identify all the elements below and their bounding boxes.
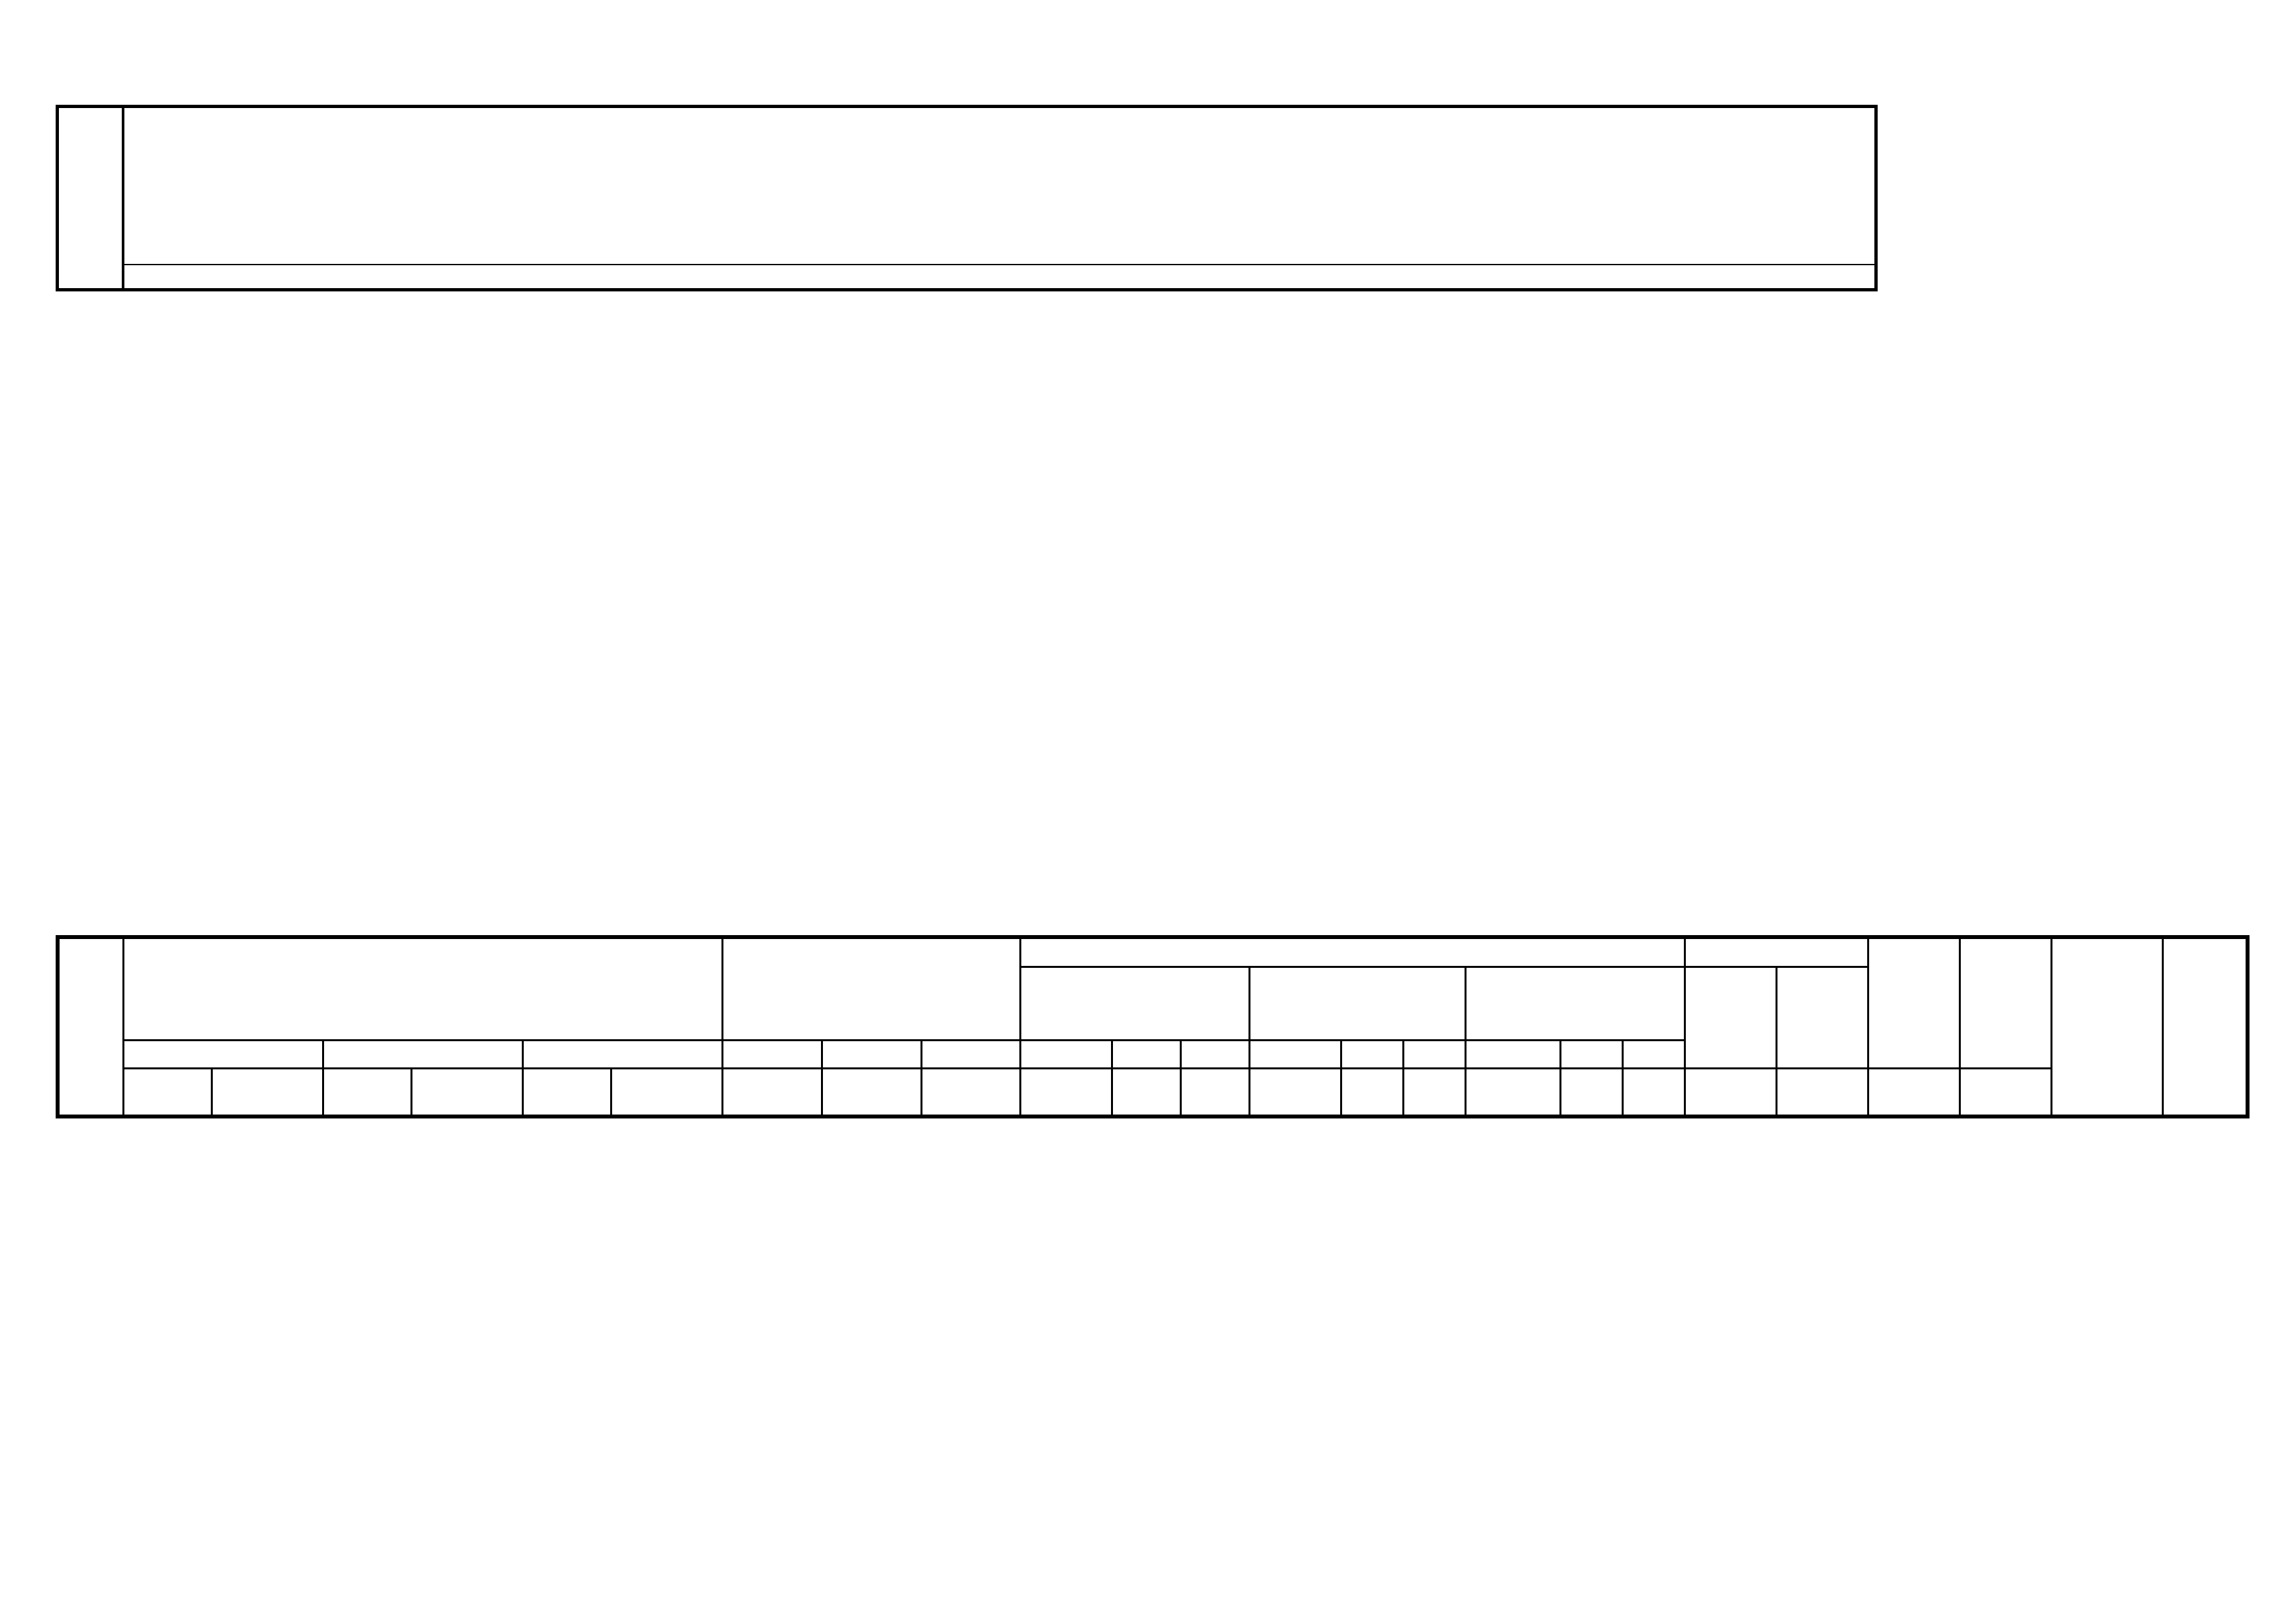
sem-header <box>323 1040 522 1068</box>
sem-header <box>822 1040 921 1068</box>
unit-header <box>1776 1068 1868 1116</box>
unit-header <box>211 1068 323 1116</box>
sem-header <box>1249 1040 1341 1068</box>
unit-header <box>1341 1068 1403 1116</box>
unit-header <box>1112 1068 1180 1116</box>
sem-header <box>1560 1040 1622 1068</box>
unit-header <box>611 1068 722 1116</box>
course-column-header <box>59 108 124 288</box>
summary-table <box>56 935 2250 1118</box>
unit-header <box>522 1068 611 1116</box>
sem-header <box>921 1040 1020 1068</box>
summary-studentov-header <box>2051 937 2162 1116</box>
summary-kanikuly-header <box>1868 937 1959 1068</box>
unit-header <box>1465 1068 1560 1116</box>
summary-grupp-header <box>2162 937 2248 1116</box>
unit-header <box>123 1068 211 1116</box>
sem-header <box>1020 1040 1112 1068</box>
unit-header <box>1685 1068 1776 1116</box>
unit-header <box>411 1068 522 1116</box>
summary-promezh-header <box>722 937 1020 1040</box>
unit-header <box>1020 1068 1112 1116</box>
summary-preddipl-header <box>1465 967 1685 1040</box>
unit-header <box>722 1068 822 1116</box>
summary-provedenie-header <box>1776 967 1868 1068</box>
unit-header <box>921 1068 1020 1116</box>
week-date-row <box>124 108 1874 264</box>
unit-header <box>1959 1068 2051 1116</box>
sem-header <box>722 1040 822 1068</box>
sem-header <box>1180 1040 1249 1068</box>
summary-praktiki-band <box>1020 937 1685 967</box>
summary-podgotovka-header <box>1685 967 1776 1068</box>
sem-header <box>1403 1040 1465 1068</box>
summary-ucheb-header <box>1020 967 1249 1040</box>
unit-header <box>323 1068 411 1116</box>
summary-vsego-header <box>1959 937 2051 1068</box>
unit-header <box>822 1068 921 1116</box>
week-numbers-row <box>124 264 1874 288</box>
summary-obuch-header <box>123 937 722 1040</box>
sem-header <box>1341 1040 1403 1068</box>
unit-header <box>1403 1068 1465 1116</box>
sem-header <box>1622 1040 1685 1068</box>
summary-kurs-header <box>58 937 123 1116</box>
summary-gia-band <box>1685 937 1868 967</box>
sem-header <box>1465 1040 1560 1068</box>
sem-header <box>123 1040 323 1068</box>
unit-header <box>1249 1068 1341 1116</box>
unit-header <box>1180 1068 1249 1116</box>
unit-header <box>1868 1068 1959 1116</box>
sem-header <box>522 1040 722 1068</box>
unit-header <box>1560 1068 1622 1116</box>
calendar-header-grid <box>124 108 1874 288</box>
sem-header <box>1112 1040 1180 1068</box>
summary-profil-header <box>1249 967 1465 1040</box>
unit-header <box>1622 1068 1685 1116</box>
calendar-header-band <box>56 105 1878 291</box>
